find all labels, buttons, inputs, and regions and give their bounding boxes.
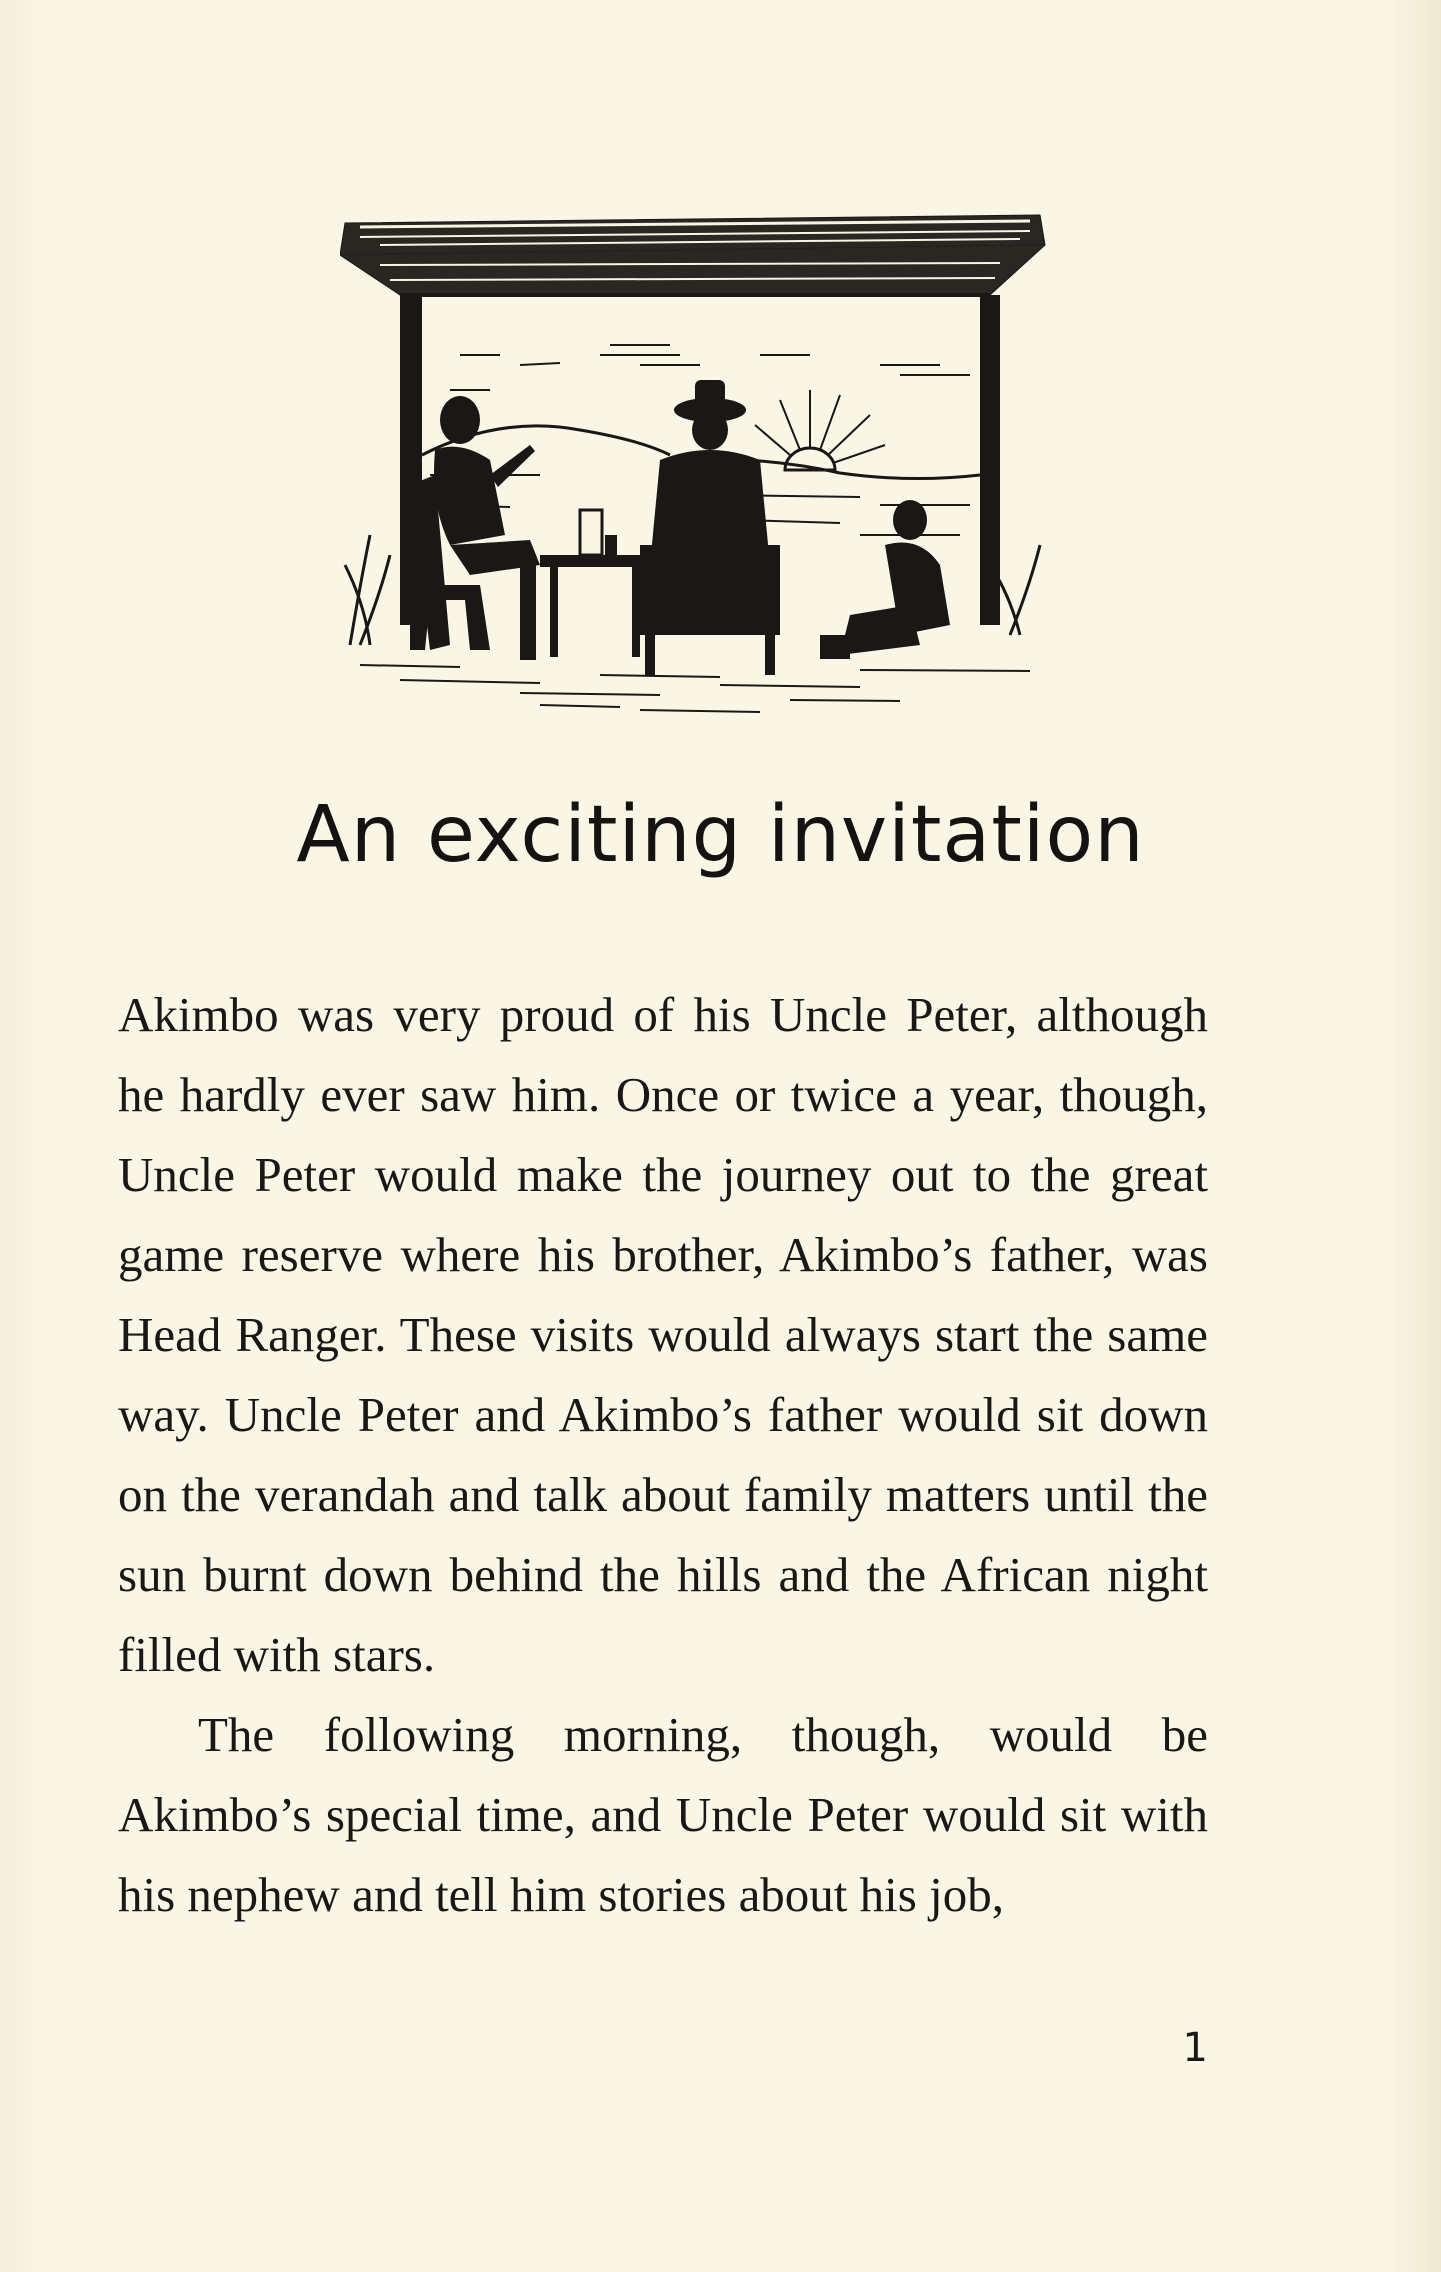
man-with-hat (640, 380, 780, 675)
paragraph: The following morning, though, would be Akimbo’s special time, and Uncle Peter would sit with his nephew and tell him stories about his job, (118, 1707, 1208, 1922)
chapter-title: An exciting invitation (296, 790, 1145, 880)
chapter-body (118, 975, 1208, 1935)
man-in-chair (410, 396, 540, 660)
roof-drawing (340, 215, 1045, 295)
table (540, 510, 650, 657)
page-number: 1 (1182, 2025, 1208, 2071)
verandah-sunset-illustration (340, 205, 1050, 725)
paragraph: Akimbo was very proud of his Uncle Peter, although he hardly ever saw him. Once or twice a year, though, Uncle Peter would make the journey out to the great game reserve where his brother, Akimbo’s father, was Head Ranger. These visits would always start the same way. Uncle Peter and Akimbo’s father would sit down on the verandah and talk about family matters until the sun burnt down behind the hills and the African night filled with stars. (118, 987, 1208, 1682)
sun-rays (755, 390, 885, 463)
ground-hatching (360, 665, 1030, 712)
